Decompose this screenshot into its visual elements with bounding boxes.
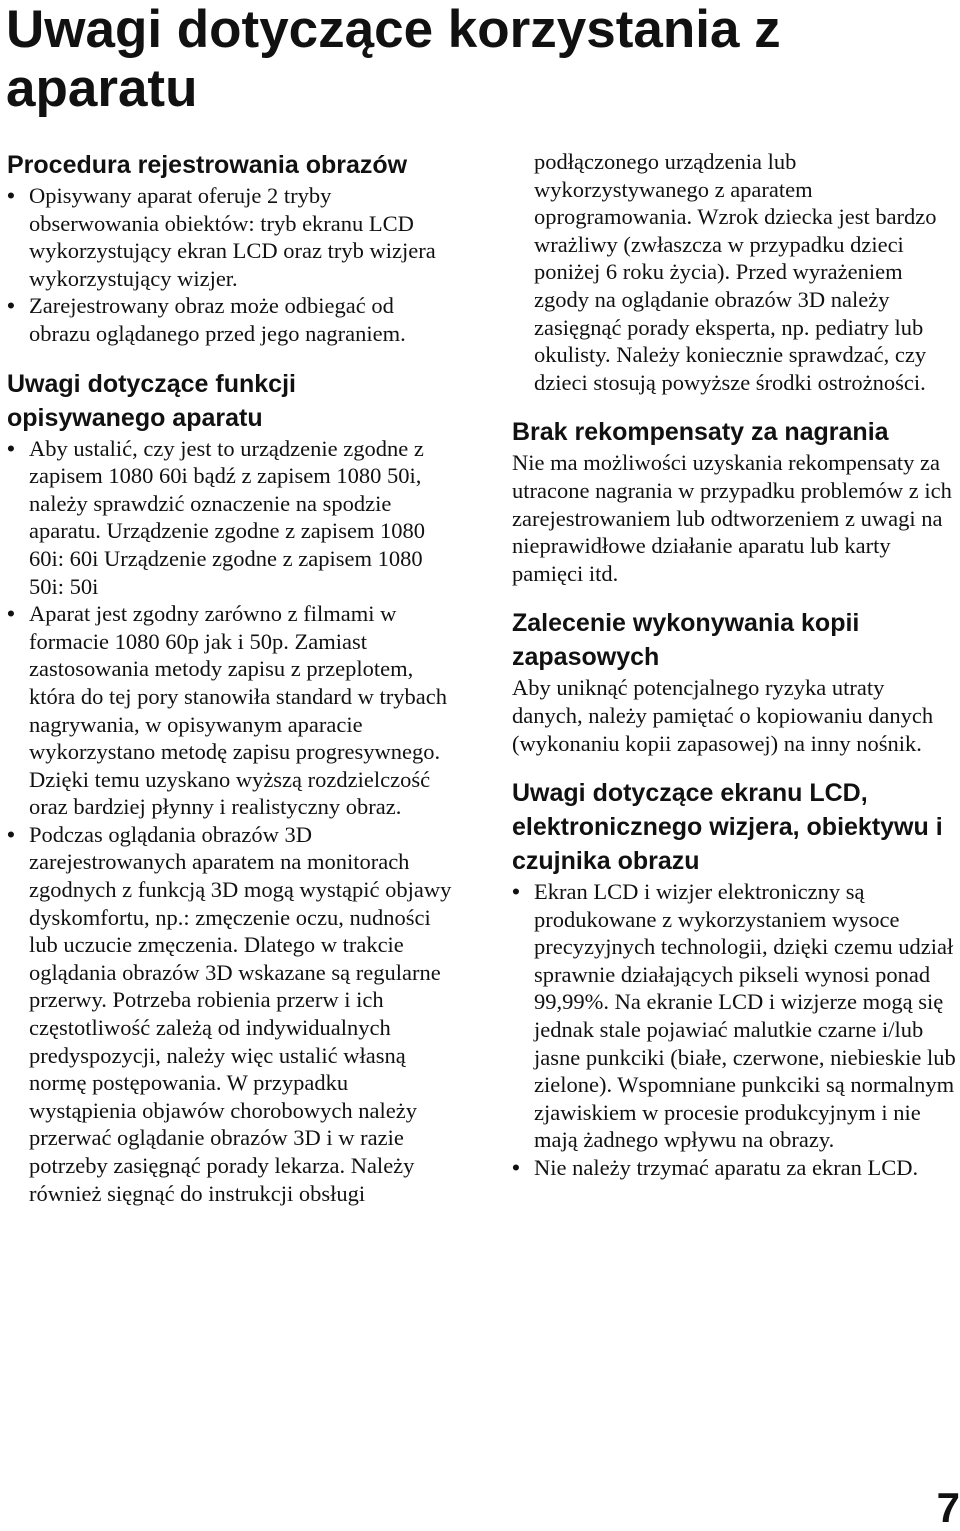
- list-item: • Nie należy trzymać aparatu za ekran LCD.: [512, 1154, 960, 1182]
- list-item: • Opisywany aparat oferuje 2 tryby obserwowania obiektów: tryb ekranu LCD wykorzystujący ekran LCD oraz tryb wizjera wykorzystujący wizjer.: [7, 182, 459, 292]
- camera-functions-list: [7, 435, 459, 1208]
- list-item: • Ekran LCD i wizjer elektroniczny są produkowane z wykorzystaniem wysoce precyzyjnych technologii, dzięki czemu udział sprawnie działających pikseli wynosi ponad 99,99%. Na ekranie LCD i wizjerze mogą się jednak stale pojawiać malutkie czarne i/lub jasne punkciki (białe, czerwone, niebieskie lub zielone). Wspomniane punkciki są normalnym zjawiskiem w procesie produkcyjnym i nie mają żadnego wpływu na obrazy.: [512, 878, 960, 1154]
- left-column: [7, 148, 459, 1207]
- section-heading-no-compensation: Brak rekompensaty za nagrania: [512, 418, 889, 447]
- page-title: [6, 0, 946, 118]
- list-item: • Zarejestrowany obraz może odbiegać od obrazu oglądanego przed jego nagraniem.: [7, 292, 459, 347]
- page-title-line-1: Uwagi dotyczące korzystania z: [6, 0, 781, 59]
- recording-procedure-list: [7, 182, 459, 348]
- list-item: • Aby ustalić, czy jest to urządzenie zgodne z zapisem 1080 60i bądź z zapisem 1080 50i, należy sprawdzić oznaczenie na spodzie aparatu. Urządzenie zgodne z zapisem 1080 60i: 60i Urządzenie zgodne z zapisem 1080 50i: 50i: [7, 435, 459, 601]
- section-heading-lcd-viewfinder-lens: Uwagi dotyczące ekranu LCD, elektronicznego wizjera, obiektywu i czujnika obrazu: [512, 779, 943, 876]
- continuation-paragraph: podłączonego urządzenia lub wykorzystywanego z aparatem oprogramowania. Wzrok dziecka jest bardzo wrażliwy (zwłaszcza w przypadku dzieci poniżej 6 roku życia). Przed wyrażeniem zgody na oglądanie obrazów 3D należy zasięgnąć porady eksperta, np. pediatry lub okulisty. Należy koniecznie sprawdzać, czy dzieci stosują powyższe środki ostrożności.: [534, 149, 937, 395]
- section-heading-recording-procedure: Procedura rejestrowania obrazów: [7, 151, 408, 179]
- section-heading-backup-recommendation: Zalecenie wykonywania kopii zapasowych: [512, 609, 860, 672]
- list-item: • Aparat jest zgodny zarówno z filmami w formacie 1080 60p jak i 50p. Zamiast zastosowania metody zapisu z przeplotem, która do tej pory stanowiła standard w trybach nagrywania, w opisywanym aparacie wykorzystano metodę zapisu progresywnego. Dzięki temu uzyskano wyższą rozdzielczość oraz bardziej płynny i realistyczny obraz.: [7, 600, 459, 821]
- backup-recommendation-paragraph: Aby uniknąć potencjalnego ryzyka utraty danych, należy pamiętać o kopiowaniu danych (wykonaniu kopii zapasowej) na inny nośnik.: [512, 675, 934, 756]
- list-item: • Podczas oglądania obrazów 3D zarejestrowanych aparatem na monitorach zgodnych z funkcją 3D mogą wystąpić objawy dyskomfortu, np.: zmęczenie oczu, nudności lub uczucie zmęczenia. Dlatego w trakcie oglądania obrazów 3D wskazane są regularne przerwy. Potrzeba robienia przerw i ich częstotliwość zależą od indywidualnych predyspozycji, należy więc ustalić własną normę postępowania. W przypadku wystąpienia objawów chorobowych należy przerwać oglądanie obrazów 3D i w razie potrzeby zasięgnąć porady lekarza. Należy również sięgnąć do instrukcji obsługi: [7, 821, 459, 1207]
- page-number: 7: [936, 1484, 960, 1531]
- right-column: [512, 148, 960, 1182]
- no-compensation-paragraph: Nie ma możliwości uzyskania rekompensaty za utracone nagrania w przypadku problemów z ich zarejestrowaniem lub odtworzeniem z uwagi na nieprawidłowe działanie aparatu lub karty pamięci itd.: [512, 450, 952, 586]
- lcd-viewfinder-lens-list: [512, 878, 960, 1182]
- section-heading-camera-functions: Uwagi dotyczące funkcji opisywanego aparatu: [7, 369, 296, 432]
- page-title-line-2: aparatu: [6, 59, 198, 118]
